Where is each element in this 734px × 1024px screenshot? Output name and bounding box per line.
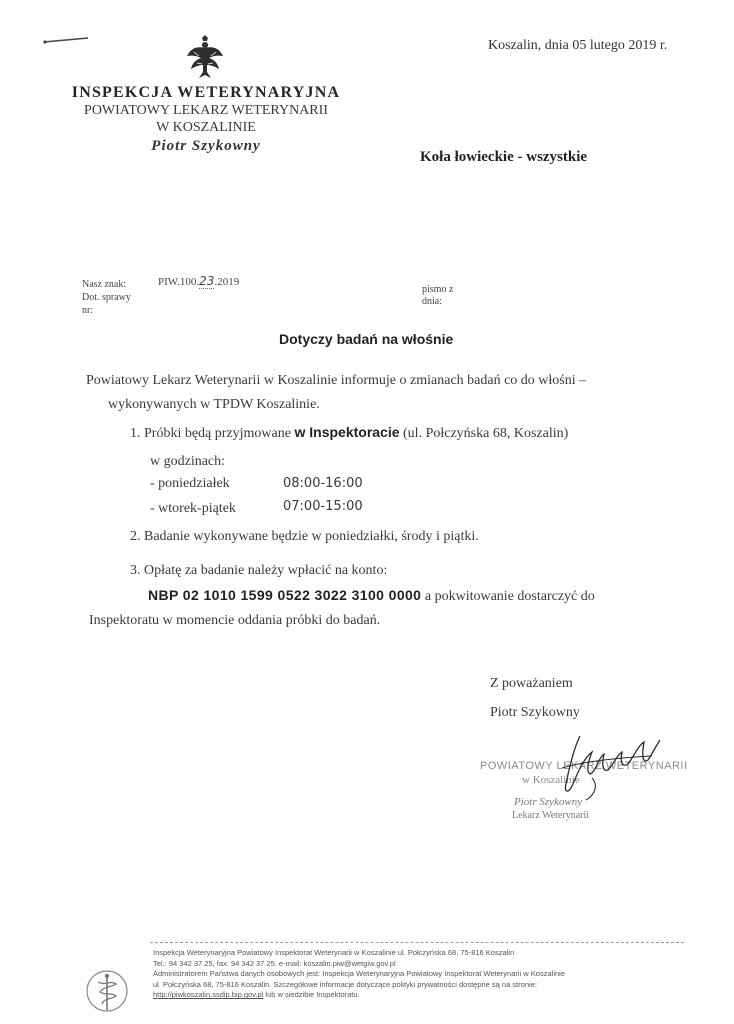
signer-name: Piotr Szykowny	[490, 705, 580, 720]
footer-data-administrator: Administratorem Państwa danych osobowych jest: Inspekcja Weterynaryjna Powiatowy Inspektorat Weterynarii w Koszalinie	[153, 969, 565, 979]
letter-date-label: dnia:	[422, 296, 442, 307]
privacy-policy-link[interactable]: http://piwkoszalin.ssdip.bip.gov.pl	[153, 990, 264, 1000]
bank-account-line	[148, 587, 595, 605]
letter-from-label: pismo z	[422, 284, 454, 295]
issuing-authority-header	[56, 84, 356, 155]
list-item-1	[130, 424, 568, 442]
recipient: Koła łowieckie - wszystkie	[420, 149, 588, 165]
hours-day-1-range: 08:00-16:00	[283, 476, 363, 491]
officer-name: Piotr Szykowny	[151, 138, 261, 154]
reference-handwritten-number: 23	[199, 274, 215, 288]
footer-privacy-link-line	[153, 990, 693, 1001]
stamp-line-2: w Koszalinie	[522, 774, 580, 786]
list-item-1-prefix: 1. Próbki będą przyjmowane	[130, 426, 295, 441]
bank-account-line-cont: Inspektoratu w momencie oddania próbki do badań.	[89, 613, 381, 628]
footer-privacy-info: ul. Połczyńska 68, 75-816 Koszalin. Szczegółowe informacje dotyczące polityki prywatności dostępne są na stronie:	[153, 979, 537, 989]
reference-prefix: PIW.100.	[158, 276, 200, 288]
veterinary-inspection-logo-icon	[84, 966, 130, 1016]
place-and-date: Koszalin, dnia 05 lutego 2019 r.	[488, 38, 668, 53]
office-name: POWIATOWY LEKARZ WETERYNARII	[84, 103, 328, 118]
footer-divider	[150, 942, 684, 943]
handwritten-signature	[552, 728, 672, 802]
pen-mark	[42, 36, 90, 44]
stamp-line-3: Piotr Szykowny	[514, 796, 583, 808]
footer-contact-info	[153, 948, 693, 1001]
intro-line-2: wykonywanych w TPDW Koszalinie.	[108, 397, 320, 412]
hours-day-2-range: 07:00-15:00	[283, 499, 363, 514]
stamp-line-1: POWIATOWY LEKARZ WETERYNARII	[480, 760, 688, 772]
list-item-3: 3. Opłatę za badanie należy wpłacić na konto:	[130, 563, 388, 578]
eagle-emblem-icon	[185, 34, 225, 80]
bank-account-rest: a pokwitowanie dostarczyć do	[421, 589, 595, 604]
bank-account-number: NBP 02 1010 1599 0522 3022 3100 0000	[148, 587, 422, 603]
intro-line-1: Powiatowy Lekarz Weterynarii w Koszalinie informuje o zmianach badań co do włośni –	[86, 373, 587, 388]
footer-address: Inspekcja Weterynaryjna Powiatowy Inspektorat Weterynarii w Koszalinie ul. Połczyńska 68, 75-816 Koszalin	[153, 948, 515, 957]
case-number-label: Dot. sprawy	[82, 292, 131, 303]
reference-suffix: .2019	[214, 276, 240, 288]
closing-phrase: Z poważaniem	[490, 676, 573, 691]
subject-line: Dotyczy badań na włośnie	[279, 331, 454, 347]
hours-day-1: - poniedziałek	[150, 476, 230, 491]
footer-phone-email: Tel.: 94 342 37 25, fax: 94 342 37 25, e-mail: koszalin.piw@wetgiw.gov.pl	[153, 958, 396, 968]
stamp-line-4: Lekarz Weterynarii	[512, 810, 590, 821]
list-item-1-suffix: (ul. Połczyńska 68, Koszalin)	[399, 426, 569, 441]
hours-day-2: - wtorek-piątek	[150, 501, 236, 516]
hours-label: w godzinach:	[150, 454, 226, 469]
footer-privacy-link-suffix: lub w siedzibie Inspektoratu.	[263, 990, 360, 1000]
list-item-1-bold: w Inspektoracie	[294, 424, 400, 440]
org-name: INSPEKCJA WETERYNARYJNA	[71, 84, 341, 101]
list-item-2: 2. Badanie wykonywane będzie w poniedziałki, środy i piątki.	[130, 529, 479, 544]
reference-number	[158, 274, 239, 288]
office-city: W KOSZALINIE	[156, 120, 256, 135]
case-number-label-cont: nr:	[82, 305, 94, 316]
our-reference-label: Nasz znak:	[82, 279, 127, 290]
